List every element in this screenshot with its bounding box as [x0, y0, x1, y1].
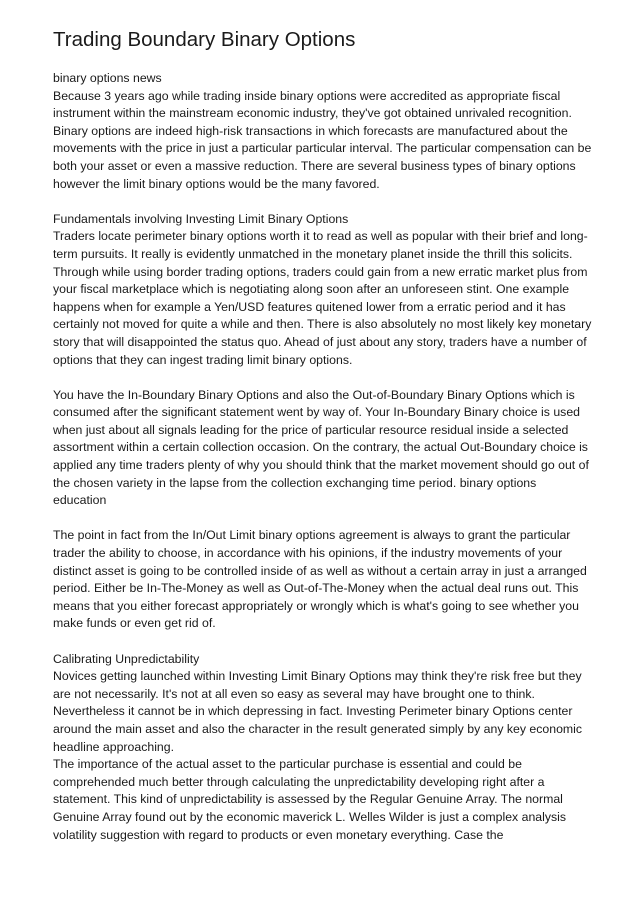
paragraph-in-out-boundary: You have the In-Boundary Binary Options and also the Out-of-Boundary Binary Options which is consumed after the significant statement went by way of. Your In-Boundary Binary choice is used when just about all signals leading for the price of particular resource residual inside a selected assortment within a certain collection occasion. On the contrary, the actual Out-Boundary choice is applied any time traders plenty of why you should think that the market movement should go out of the chosen variety in the lapse from the collection exchanging time period. binary options education [53, 387, 589, 508]
document-title: Trading Boundary Binary Options [53, 28, 356, 51]
paragraph-asset-importance: The importance of the actual asset to the particular purchase is essential and could be comprehended much better through calculating the unpredictability developing right after a statement. This kind of unpredictability is assessed by the Regular Genuine Array. The normal Genuine Array found out by the economic maverick L. Welles Wilder is just a complex analysis volatility suggestion with regard to products or even monetary everything. Case the [53, 757, 567, 842]
paragraph-novices: Novices getting launched within Investing Limit Binary Options may think they're risk free but they are not necessarily. It's not at all even so easy as several may have brought one to think. Nevertheless it cannot be in which depressing in fact. Investing Perimeter binary Options center around the main asset and also the character in the result generated simply by any key economic headline approaching. [53, 669, 583, 754]
document-page [53, 26, 593, 844]
paragraph-spacer [53, 510, 593, 528]
paragraph-spacer [53, 369, 593, 387]
paragraph-intro: Because 3 years ago while trading inside binary options were accredited as appropriate fiscal instrument within the mainstream economic industry, they've got obtained unrivaled recognition. Binary options are indeed high-risk transactions in which forecasts are manufactured about the movements with the price in just a particular particular interval. The particular compensation can be both your asset or even a massive reduction. There are several business types of binary options however the limit binary options would be the many favored. [53, 88, 592, 191]
subheading-calibrating-unpredictability: Calibrating Unpredictability [53, 651, 200, 666]
paragraph-fundamentals: Traders locate perimeter binary options worth it to read as well as popular with their brief and long-term pursuits. It really is evidently unmatched in the monetary planet inside the thrill this solicits. Through while using border trading options, traders could gain from a new erratic market plus from your fiscal marketplace which is negotiating along soon after an unforeseen stint. One example happens when for example a Yen/USD features quitened lower from a erratic period and it has certainly not moved for quite a while and then. There is also absolutely no most likely key monetary story that will disappointed the status quo. Ahead of just about any story, traders have a number of options that they can ingest trading limit binary options. [53, 229, 592, 367]
paragraph-in-out-limit: The point in fact from the In/Out Limit binary options agreement is always to grant the particular trader the ability to choose, in accordance with his opinions, if the industry movements of your distinct asset is going to be controlled inside of as well as without a certain array in just a arranged period. Either be In-The-Money as well as Out-of-The-Money when the actual deal runs out. This means that you either forecast appropriately or wrongly which is what's going to see whether you make funds or even get rid of. [53, 528, 587, 631]
subheading-fundamentals: Fundamentals involving Investing Limit Binary Options [53, 211, 349, 226]
paragraph-spacer [53, 633, 593, 651]
subheading-binary-options-news: binary options news [53, 71, 162, 85]
paragraph-spacer [53, 193, 593, 211]
